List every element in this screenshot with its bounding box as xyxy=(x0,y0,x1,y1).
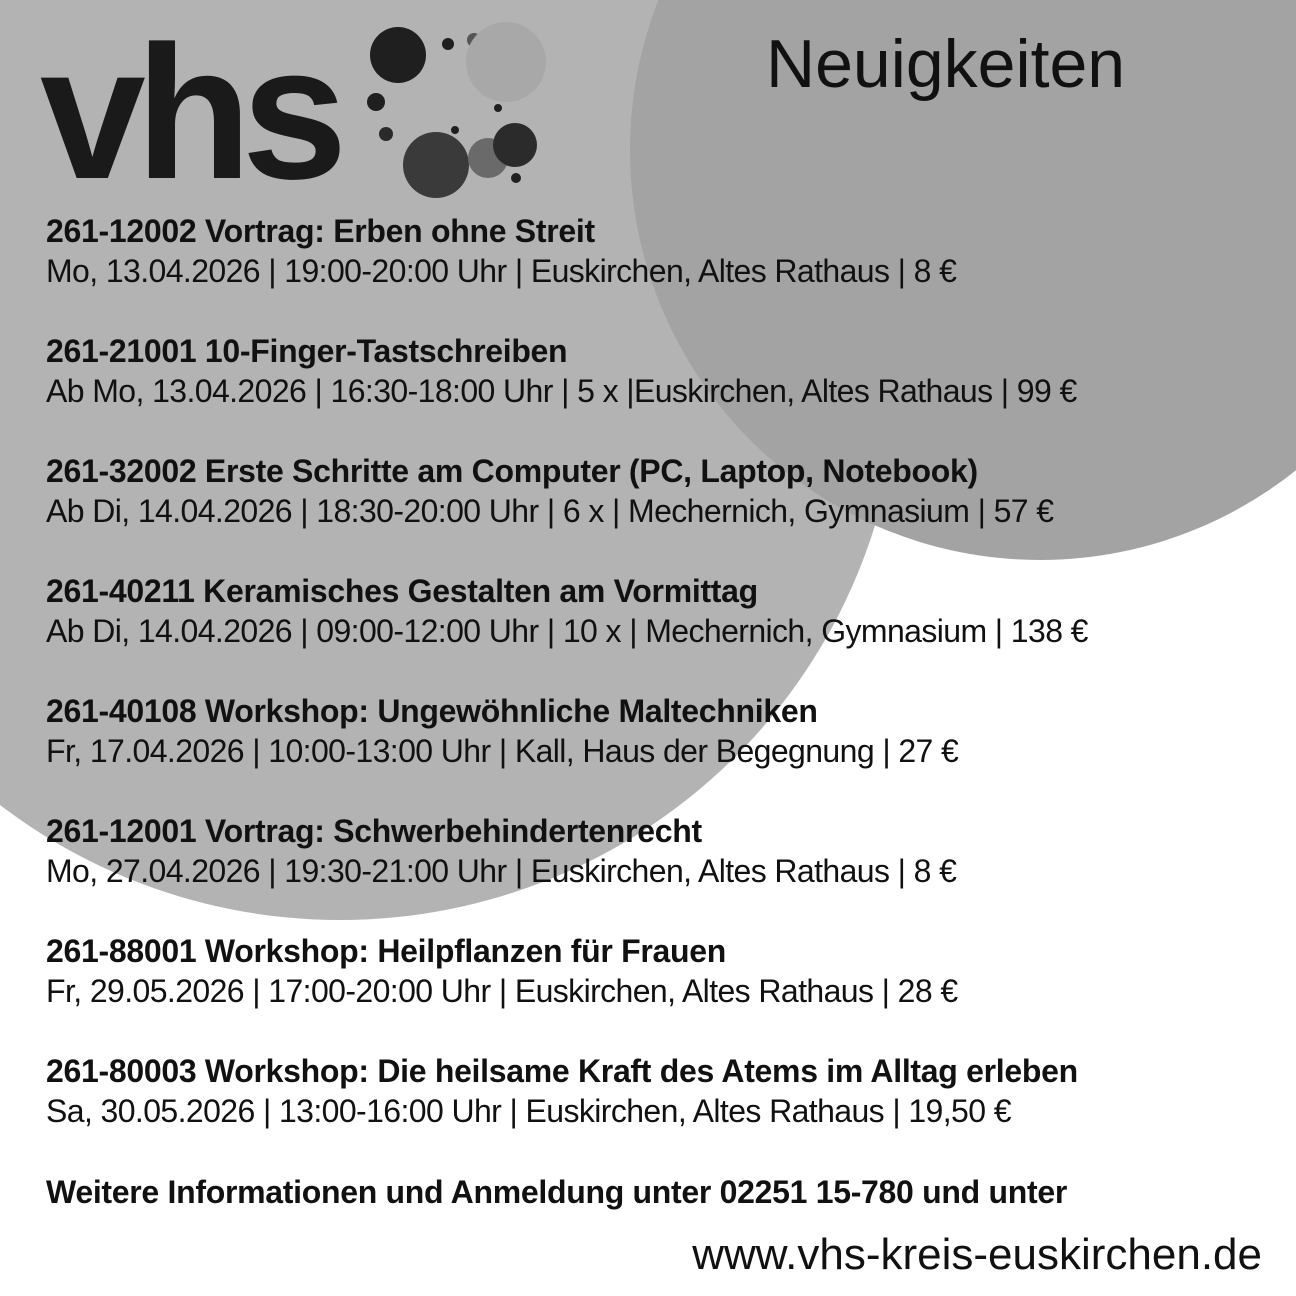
event-title: 261-40211 Keramisches Gestalten am Vormittag xyxy=(46,573,758,609)
event-item xyxy=(46,932,1266,1052)
event-title: 261-21001 10-Finger-Tastschreiben xyxy=(46,333,568,369)
event-item xyxy=(46,1052,1266,1172)
footer-info: Weitere Informationen und Anmeldung unter 02251 15-780 und unter xyxy=(46,1174,1067,1210)
event-item xyxy=(46,812,1266,932)
event-item xyxy=(46,212,1266,332)
event-title: 261-12001 Vortrag: Schwerbehindertenrecht xyxy=(46,813,702,849)
event-details: Ab Mo, 13.04.2026 | 16:30-18:00 Uhr | 5 x |Euskirchen, Altes Rathaus | 99 € xyxy=(46,373,1077,409)
event-details: Mo, 27.04.2026 | 19:30-21:00 Uhr | Euskirchen, Altes Rathaus | 8 € xyxy=(46,853,957,889)
event-item xyxy=(46,692,1266,812)
website-link[interactable]: www.vhs-kreis-euskirchen.de xyxy=(692,1230,1262,1279)
event-details: Mo, 13.04.2026 | 19:00-20:00 Uhr | Euskirchen, Altes Rathaus | 8 € xyxy=(46,253,957,289)
page-heading: Neuigkeiten xyxy=(766,26,1126,102)
event-title: 261-88001 Workshop: Heilpflanzen für Frauen xyxy=(46,933,727,969)
event-title: 261-32002 Erste Schritte am Computer (PC, Laptop, Notebook) xyxy=(46,453,978,489)
event-details: Ab Di, 14.04.2026 | 09:00-12:00 Uhr | 10 x | Mechernich, Gymnasium | 138 € xyxy=(46,613,1088,649)
vhs-logo-text: vhs xyxy=(40,7,338,219)
event-item xyxy=(46,452,1266,572)
event-details: Ab Di, 14.04.2026 | 18:30-20:00 Uhr | 6 x | Mechernich, Gymnasium | 57 € xyxy=(46,493,1054,529)
event-details: Fr, 29.05.2026 | 17:00-20:00 Uhr | Euskirchen, Altes Rathaus | 28 € xyxy=(46,973,958,1009)
event-details: Fr, 17.04.2026 | 10:00-13:00 Uhr | Kall, Haus der Begegnung | 27 € xyxy=(46,733,959,769)
event-list xyxy=(46,212,1266,1172)
event-title: 261-40108 Workshop: Ungewöhnliche Maltechniken xyxy=(46,693,818,729)
event-item xyxy=(46,572,1266,692)
event-title: 261-80003 Workshop: Die heilsame Kraft des Atems im Alltag erleben xyxy=(46,1053,1078,1089)
event-title: 261-12002 Vortrag: Erben ohne Streit xyxy=(46,213,595,249)
event-item xyxy=(46,332,1266,452)
event-details: Sa, 30.05.2026 | 13:00-16:00 Uhr | Euskirchen, Altes Rathaus | 19,50 € xyxy=(46,1093,1011,1129)
